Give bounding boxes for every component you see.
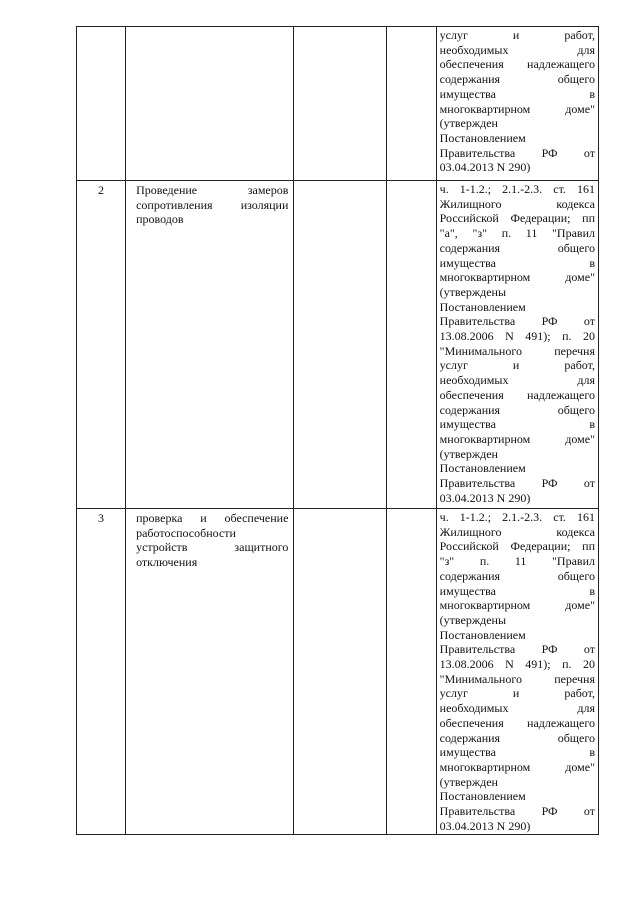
legal-basis-line: необходимых для — [439, 701, 595, 716]
legal-basis-line: (утверждены — [439, 284, 507, 299]
empty-cell — [386, 509, 436, 835]
work-name-cell — [126, 509, 294, 835]
table-row — [77, 27, 599, 181]
legal-basis-line: (утвержден — [439, 116, 498, 131]
work-name-cell — [126, 181, 294, 509]
work-name-line: отключения — [136, 555, 198, 570]
row-number: 2 — [98, 183, 105, 197]
legal-basis-line: имущества в — [439, 417, 595, 432]
legal-basis-line: "Минимального перечня — [439, 343, 595, 358]
legal-basis-line: "Минимального перечня — [439, 671, 595, 686]
legal-basis-line: Правительства РФ от — [439, 314, 595, 329]
legal-basis-line: 03.04.2013 N 290) — [439, 490, 531, 505]
legal-basis-line: Правительства РФ от — [439, 642, 595, 657]
legal-basis-line: содержания общего — [439, 72, 595, 87]
legal-basis-line: Жилищного кодекса — [439, 196, 595, 211]
legal-basis-line: содержания общего — [439, 240, 595, 255]
legal-basis — [440, 27, 595, 175]
legal-basis-line: 03.04.2013 N 290) — [439, 160, 531, 175]
row-number — [77, 27, 125, 29]
row-number-cell — [77, 509, 126, 835]
table-row — [77, 509, 599, 835]
legal-basis — [440, 509, 595, 833]
legal-basis-line: услуг и работ, — [439, 686, 595, 701]
legal-basis-line: Постановлением — [439, 299, 526, 314]
legal-basis-line: (утвержден — [439, 446, 498, 461]
legal-basis-line: имущества в — [439, 583, 595, 598]
row-number: 3 — [98, 511, 105, 525]
work-name — [136, 509, 288, 570]
legal-basis-cell — [436, 509, 598, 835]
legal-basis-line: имущества в — [439, 255, 595, 270]
legal-basis-line: имущества в — [439, 86, 595, 101]
legal-basis-line: многоквартирном доме" — [439, 759, 595, 774]
legal-basis-line: содержания общего — [439, 730, 595, 745]
empty-cell — [294, 509, 386, 835]
legal-basis-line: многоквартирном доме" — [439, 101, 595, 116]
empty-cell — [294, 27, 386, 181]
table-row — [77, 181, 599, 509]
work-name-line: устройств защитного — [136, 540, 289, 555]
legal-basis-line: Постановлением — [439, 789, 526, 804]
work-name-line: сопротивления изоляции — [136, 197, 289, 212]
legal-basis-line: (утвержден — [439, 774, 498, 789]
empty-cell — [294, 181, 386, 509]
work-name — [136, 181, 288, 227]
legal-basis-line: многоквартирном доме" — [439, 270, 595, 285]
empty-cell — [386, 181, 436, 509]
legal-basis-line: Постановлением — [439, 130, 526, 145]
legal-basis — [440, 181, 595, 505]
legal-basis-line: 03.04.2013 N 290) — [439, 818, 531, 833]
regulations-table — [76, 26, 599, 835]
legal-basis-line: обеспечения надлежащего — [439, 57, 595, 72]
legal-basis-line: Жилищного кодекса — [439, 524, 595, 539]
legal-basis-line: содержания общего — [439, 568, 595, 583]
legal-basis-line: Правительства РФ от — [439, 476, 595, 491]
legal-basis-line: Российской Федерации; пп — [439, 539, 595, 554]
legal-basis-line: Правительства РФ от — [439, 804, 595, 819]
legal-basis-line: услуг и работ, — [439, 28, 595, 42]
legal-basis-line: многоквартирном доме" — [439, 431, 595, 446]
work-name-cell — [126, 27, 294, 181]
legal-basis-line: имущества в — [439, 745, 595, 760]
legal-basis-line: Правительства РФ от — [439, 145, 595, 160]
legal-basis-line: необходимых для — [439, 373, 595, 388]
legal-basis-line: "а", "з" п. 11 "Правил — [439, 226, 595, 241]
legal-basis-line: необходимых для — [439, 42, 595, 57]
legal-basis-line: многоквартирном доме" — [439, 598, 595, 613]
table-body — [77, 27, 599, 835]
legal-basis-line: содержания общего — [439, 402, 595, 417]
legal-basis-line: Постановлением — [439, 627, 526, 642]
work-name-line: проводов — [136, 212, 184, 227]
legal-basis-line: услуг и работ, — [439, 358, 595, 373]
legal-basis-line: ч. 1-1.2.; 2.1.-2.3. ст. 161 — [439, 510, 595, 524]
legal-basis-cell — [436, 27, 598, 181]
legal-basis-line: (утверждены — [439, 612, 507, 627]
legal-basis-line: Постановлением — [439, 461, 526, 476]
row-number-cell — [77, 181, 126, 509]
legal-basis-line: Российской Федерации; пп — [439, 211, 595, 226]
work-name-line: проверка и обеспечение — [136, 511, 289, 525]
legal-basis-cell — [436, 181, 598, 509]
legal-basis-line: "з" п. 11 "Правил — [439, 554, 595, 569]
legal-basis-line: обеспечения надлежащего — [439, 387, 595, 402]
legal-basis-line: ч. 1-1.2.; 2.1.-2.3. ст. 161 — [439, 182, 595, 196]
work-name-line: работоспособности — [136, 525, 236, 540]
work-name-line: Проведение замеров — [136, 183, 289, 197]
legal-basis-line: 13.08.2006 N 491); п. 20 — [439, 657, 595, 672]
row-number-cell — [77, 27, 126, 181]
legal-basis-line: обеспечения надлежащего — [439, 715, 595, 730]
work-name — [136, 27, 288, 29]
legal-basis-line: 13.08.2006 N 491); п. 20 — [439, 329, 595, 344]
empty-cell — [386, 27, 436, 181]
